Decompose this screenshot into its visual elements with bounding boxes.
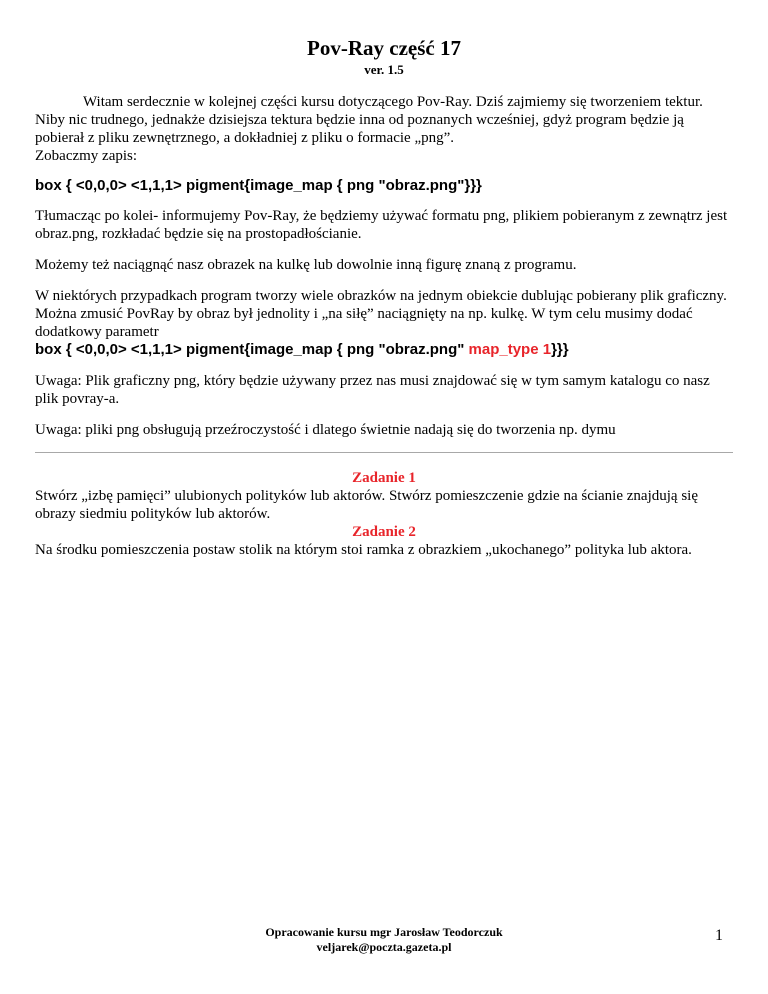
explanation-paragraph-3: W niektórych przypadkach program tworzy wiele obrazków na jednym obiekcie dublując pobierany plik graficzny. Można zmusić PovRay by obraz był jednolity i „na siłę” naciągnięty na np. kulkę. W tym celu musimy dodać dodatkowy parametr xyxy=(35,288,727,340)
document-page xyxy=(35,36,733,559)
code-example-2 xyxy=(35,341,733,359)
task-1-text: Stwórz „izbę pamięci” ulubionych polityków lub aktorów. Stwórz pomieszczenie gdzie na ścianie znajdują się obrazy siedmiu polityków lub aktorów. xyxy=(35,488,698,522)
task-1-heading: Zadanie 1 xyxy=(352,470,416,486)
explanation-paragraph-2: Możemy też naciągnąć nasz obrazek na kulkę lub dowolnie inną figurę znaną z programu. xyxy=(35,257,577,273)
note-paragraph-2: Uwaga: pliki png obsługują przeźroczystość i dlatego świetnie nadają się do tworzenia np. dymu xyxy=(35,422,616,438)
intro-paragraph: Witam serdecznie w kolejnej części kursu dotyczącego Pov-Ray. Dziś zajmiemy się tworzeniem tektur. Niby nic trudnego, jednakże dzisiejsza tektura będzie inna od poznanych wcześniej, gdyż program będzie ją pobierał z pliku zewnętrznego, a dokładniej z pliku o formacie „png”. xyxy=(35,94,703,146)
document-version: ver. 1.5 xyxy=(364,62,404,77)
see-line: Zobaczmy zapis: xyxy=(35,148,138,164)
page-footer xyxy=(0,925,768,955)
explanation-paragraph-1: Tłumacząc po kolei- informujemy Pov-Ray, że będziemy używać formatu png, plikiem pobieranym z zewnątrz jest obraz.png, rozkładać będzie się na prostopadłościanie. xyxy=(35,208,728,242)
page-number: 1 xyxy=(715,927,723,944)
code-example-2-end: }}} xyxy=(551,341,569,358)
footer-email: veljarek@poczta.gazeta.pl xyxy=(316,940,452,954)
task-2-text: Na środku pomieszczenia postaw stolik na którym stoi ramka z obrazkiem „ukochanego” polityka lub aktora. xyxy=(35,542,692,558)
code-highlight-map-type: map_type 1 xyxy=(468,341,552,358)
code-example-1: box { <0,0,0> <1,1,1> pigment{image_map { png "obraz.png"}}} xyxy=(35,177,482,194)
footer-author: Opracowanie kursu mgr Jarosław Teodorczuk xyxy=(265,925,503,939)
document-title: Pov-Ray część 17 xyxy=(307,36,461,60)
section-divider xyxy=(35,452,733,453)
task-2-heading: Zadanie 2 xyxy=(352,524,416,540)
note-paragraph-1: Uwaga: Plik graficzny png, który będzie używany przez nas musi znajdować się w tym samym katalogu co nasz plik povray-a. xyxy=(35,373,710,407)
code-example-2-start: box { <0,0,0> <1,1,1> pigment{image_map { png "obraz.png" xyxy=(35,341,469,358)
